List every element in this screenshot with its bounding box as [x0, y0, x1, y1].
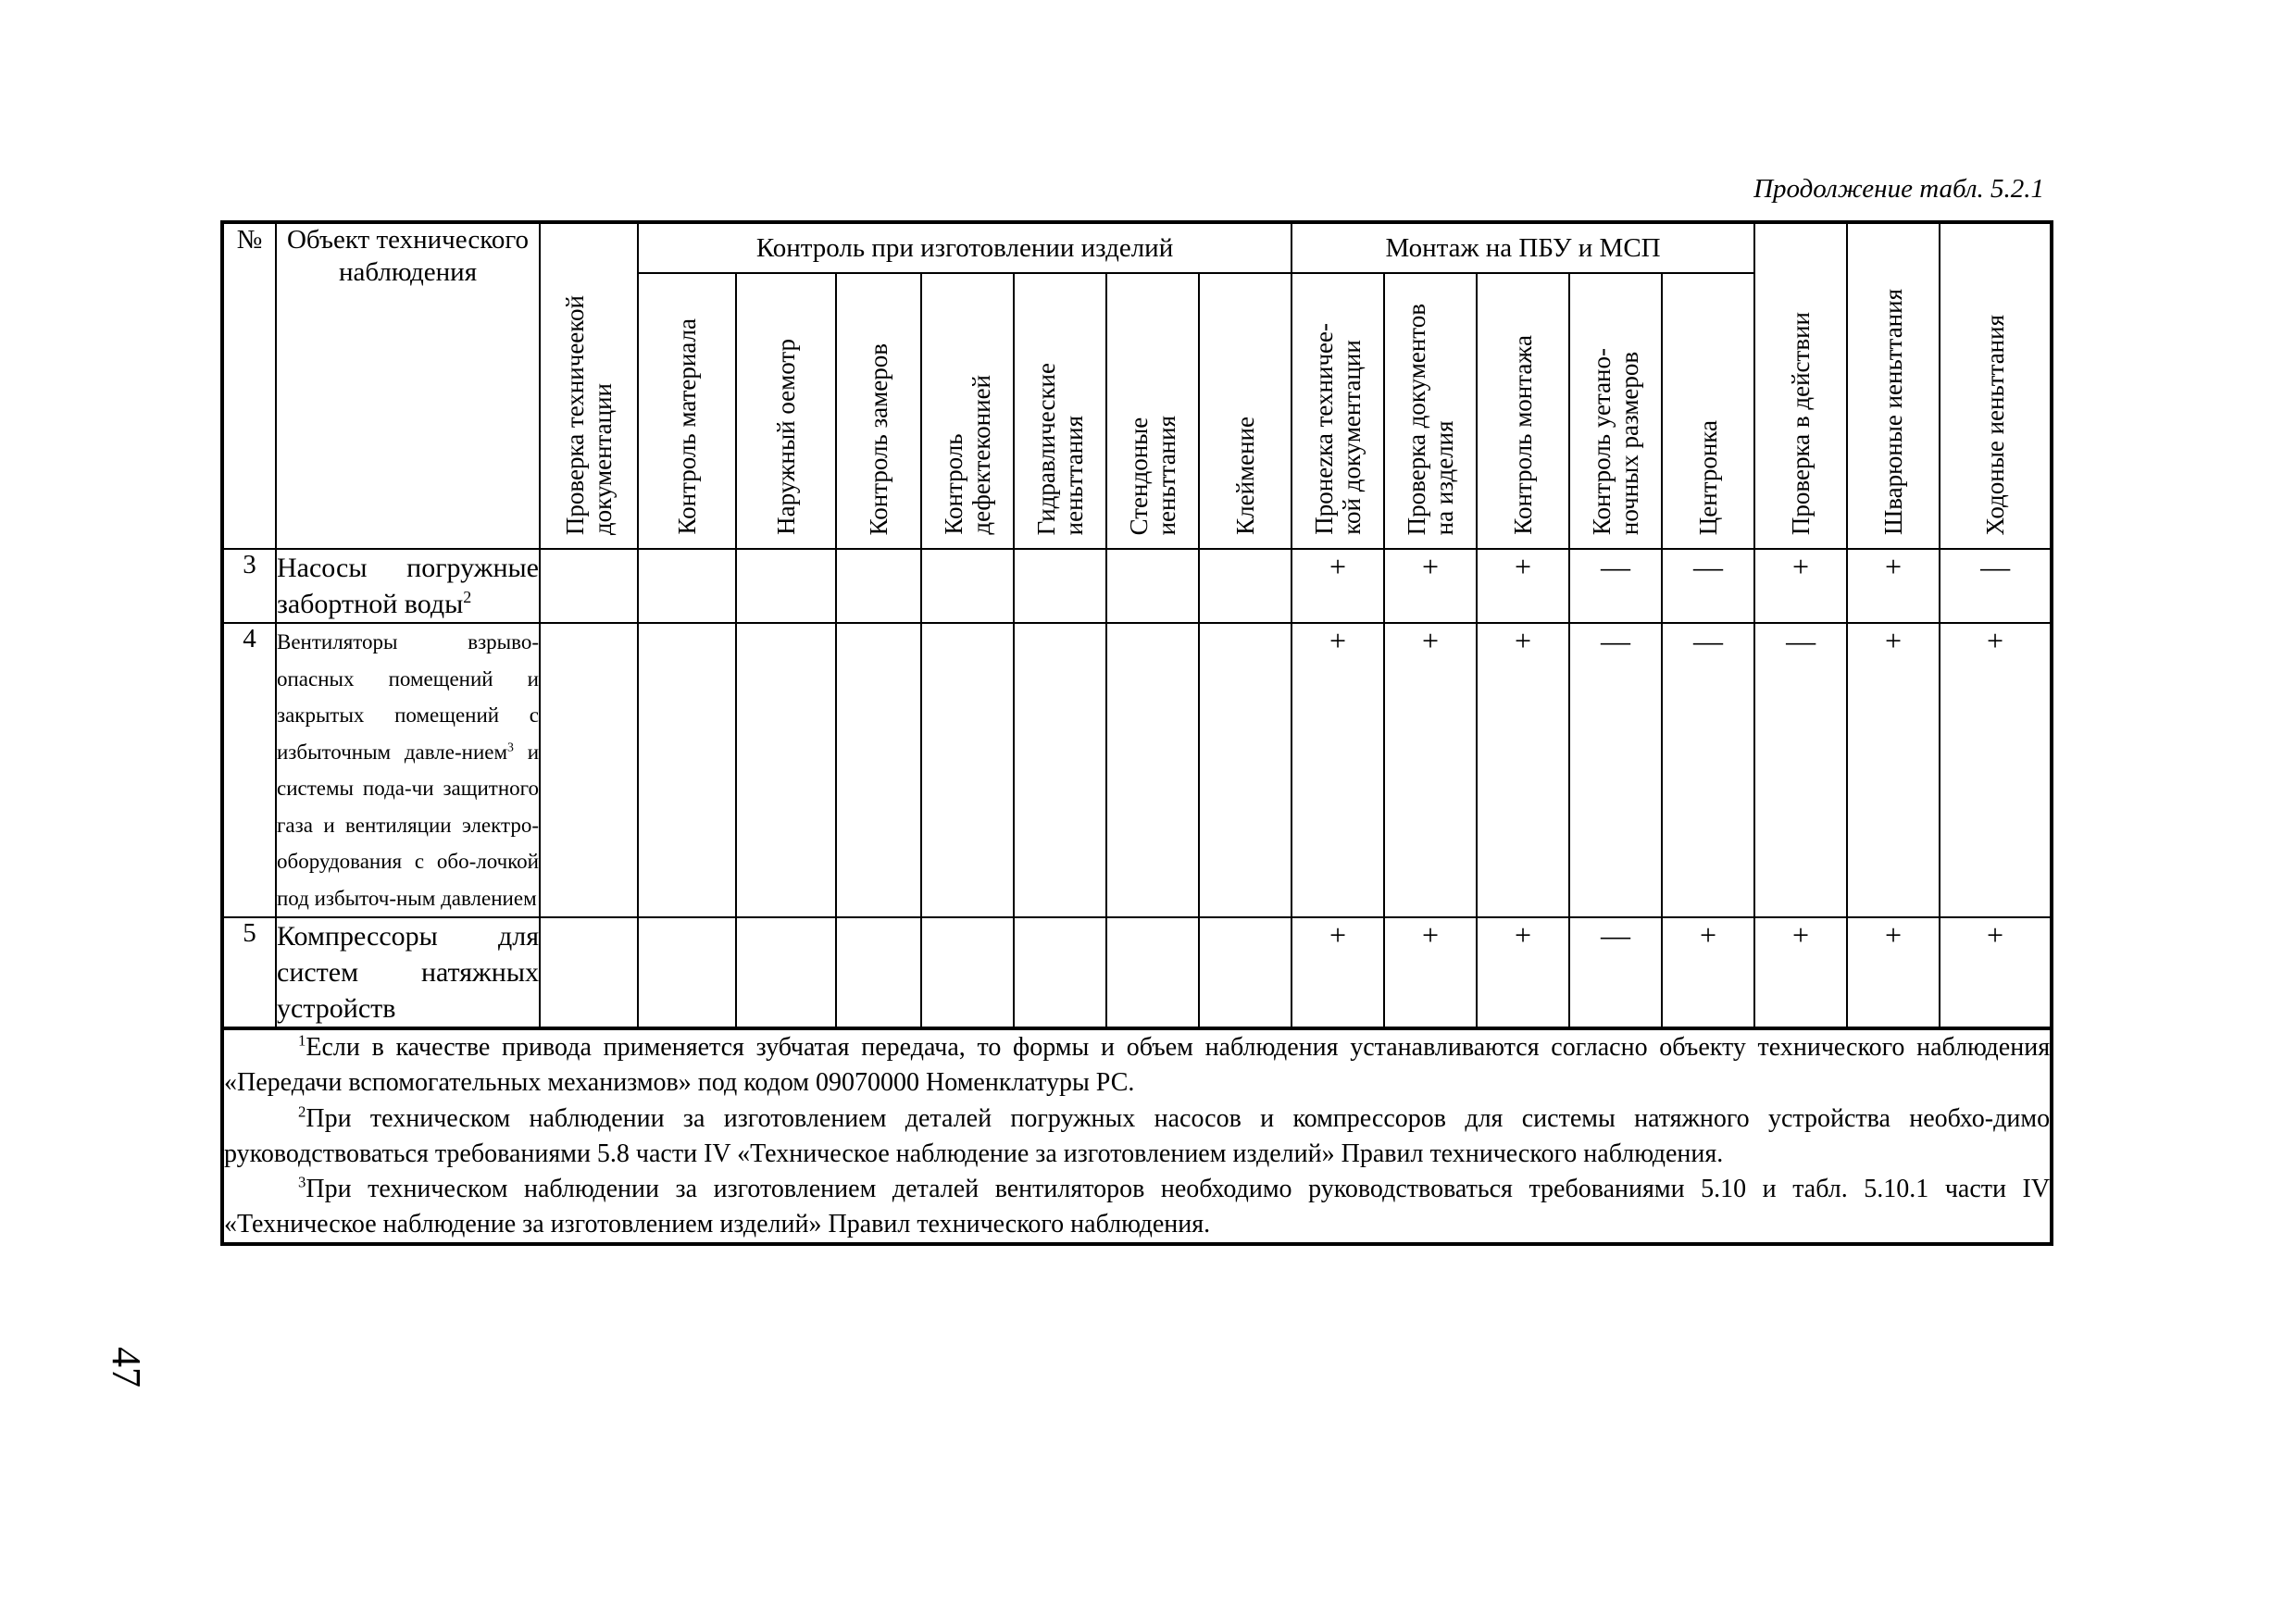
header-doc-check-label: Проверка техничеекой документации	[560, 294, 617, 535]
header-col-12	[1662, 273, 1754, 549]
empty-cell	[1014, 623, 1106, 917]
value-cell: —	[1940, 549, 2052, 623]
value-cell: +	[1477, 917, 1569, 1028]
footnote-2-text: При техническом наблюдении за изготовлением деталей погружных насосов и компрессоров для системы натяжного устройства необхо-димо руководствоваться требованиями 5.8 части IV «Техническое наблюдение за изготовлением изделий» Правил технического наблюдения.	[224, 1103, 2051, 1168]
value-cell: +	[1847, 917, 1940, 1028]
footnote-2-marker: 2	[298, 1102, 306, 1121]
header-col-2	[736, 273, 836, 549]
empty-cell	[836, 623, 921, 917]
header-col-10-label: Контроль монтажа	[1508, 335, 1537, 535]
header-col-1	[638, 273, 736, 549]
footnote-1-text: Если в качестве привода применяется зубчатая передача, то формы и объем наблюдения устанавливаются согласно объекту технического наблюдения «Передачи вспомогательных механизмов» под кодом 09070000 Номенклатуры РС.	[224, 1033, 2051, 1098]
table-caption: Продолжение табл. 5.2.1	[1753, 174, 2044, 204]
empty-cell	[1014, 549, 1106, 623]
object-footnote-ref: 2	[463, 588, 472, 606]
header-col-12-label: Центронка	[1693, 419, 1722, 535]
value-cell: +	[1384, 917, 1477, 1028]
header-col-5-label: Гидравлические иеньттания	[1031, 362, 1088, 535]
value-cell: +	[1292, 917, 1384, 1028]
value-cell: —	[1569, 623, 1662, 917]
empty-cell	[736, 623, 836, 917]
empty-cell	[836, 917, 921, 1028]
empty-cell	[540, 917, 638, 1028]
footnote-3	[224, 1172, 2050, 1242]
value-cell: +	[1847, 623, 1940, 917]
header-col-11	[1569, 273, 1662, 549]
object-name-text: Компрессоры для систем натяжных устройств	[277, 921, 539, 1025]
header-col-8-label: Пронеzка техничее- кой документации	[1309, 323, 1366, 535]
table-row	[222, 917, 2052, 1028]
value-cell: —	[1662, 623, 1754, 917]
empty-cell	[1199, 549, 1292, 623]
empty-cell	[836, 549, 921, 623]
empty-cell	[921, 549, 1014, 623]
value-cell: —	[1569, 917, 1662, 1028]
page-number: 47	[104, 1347, 149, 1388]
row-number: 3	[222, 549, 276, 623]
empty-cell	[1106, 917, 1199, 1028]
header-num: №	[222, 222, 276, 549]
header-group-manufacturing: Контроль при изготовлении изделий	[638, 222, 1292, 273]
value-cell: +	[1754, 917, 1847, 1028]
header-col-3-label: Контроль замеров	[864, 342, 892, 535]
empty-cell	[1199, 917, 1292, 1028]
row-number: 5	[222, 917, 276, 1028]
header-group-installation: Монтаж на ПБУ и МСП	[1292, 222, 1754, 273]
object-name-suffix: и системы пода-чи защитного газа и вентиляции электро-оборудования с обо-лочкой под избыточ-ным давлением	[277, 740, 539, 910]
empty-cell	[1014, 917, 1106, 1028]
value-cell: +	[1292, 549, 1384, 623]
header-col-1-label: Контроль материала	[672, 318, 701, 535]
empty-cell	[638, 917, 736, 1028]
header-col-14-label: Шварюные иеньттания	[1878, 288, 1907, 535]
empty-cell	[638, 549, 736, 623]
value-cell: +	[1754, 549, 1847, 623]
empty-cell	[1199, 623, 1292, 917]
value-cell: —	[1662, 549, 1754, 623]
object-name-text: Насосы погружные забортной воды	[277, 553, 539, 619]
header-col-6-label: Стендоные иеньттания	[1124, 415, 1180, 535]
header-col-8	[1292, 273, 1384, 549]
footnote-1	[224, 1030, 2050, 1101]
empty-cell	[736, 917, 836, 1028]
value-cell: +	[1384, 623, 1477, 917]
footnote-3-text: При техническом наблюдении за изготовлением деталей вентиляторов необходимо руководствоваться требованиями 5.10 и табл. 5.10.1 части IV «Техническое наблюдение за изготовлением изделий» Правил технического наблюдения.	[224, 1174, 2051, 1238]
footnote-1-marker: 1	[298, 1032, 306, 1051]
header-object: Объект технического наблюдения	[276, 222, 540, 549]
header-col-4-label: Контроль дефектеконией	[939, 375, 995, 535]
value-cell: +	[1847, 549, 1940, 623]
empty-cell	[540, 623, 638, 917]
empty-cell	[1106, 623, 1199, 917]
empty-cell	[736, 549, 836, 623]
header-col-2-label: Наружный оемотр	[771, 339, 800, 535]
header-col-11-label: Контроль уетано- ночных размеров	[1587, 347, 1644, 535]
footnotes-row	[222, 1028, 2052, 1243]
empty-cell	[921, 917, 1014, 1028]
value-cell: +	[1477, 623, 1569, 917]
header-col-4	[921, 273, 1014, 549]
row-number: 4	[222, 623, 276, 917]
header-col-6	[1106, 273, 1199, 549]
footnote-3-marker: 3	[298, 1173, 306, 1191]
inspection-table	[220, 220, 2053, 1246]
object-name	[276, 917, 540, 1028]
empty-cell	[921, 623, 1014, 917]
value-cell: +	[1477, 549, 1569, 623]
header-col-3	[836, 273, 921, 549]
empty-cell	[638, 623, 736, 917]
value-cell: +	[1940, 623, 2052, 917]
footnote-2	[224, 1101, 2050, 1172]
object-footnote-ref: 3	[507, 739, 514, 753]
empty-cell	[1106, 549, 1199, 623]
header-col-9	[1384, 273, 1477, 549]
header-col-15	[1940, 222, 2052, 549]
table-row	[222, 623, 2052, 917]
footnotes	[222, 1028, 2052, 1243]
header-col-14	[1847, 222, 1940, 549]
value-cell: +	[1384, 549, 1477, 623]
header-col-15-label: Ходоные иеньттания	[1980, 314, 2009, 535]
value-cell: —	[1569, 549, 1662, 623]
header-col-10	[1477, 273, 1569, 549]
header-col-5	[1014, 273, 1106, 549]
header-col-7-label: Клеймение	[1230, 417, 1259, 535]
header-col-13	[1754, 222, 1847, 549]
object-name	[276, 549, 540, 623]
header-col-7	[1199, 273, 1292, 549]
value-cell: +	[1940, 917, 2052, 1028]
table-row	[222, 549, 2052, 623]
value-cell: +	[1662, 917, 1754, 1028]
object-name-text: Вентиляторы взрыво-опасных помещений и закрытых помещений с избыточным давле-нием	[277, 630, 539, 764]
header-col-13-label: Проверка в действии	[1786, 311, 1815, 535]
empty-cell	[540, 549, 638, 623]
value-cell: +	[1292, 623, 1384, 917]
value-cell: —	[1754, 623, 1847, 917]
object-name	[276, 623, 540, 917]
header-col-9-label: Проверка документов на изделия	[1402, 303, 1459, 535]
header-doc-check	[540, 222, 638, 549]
